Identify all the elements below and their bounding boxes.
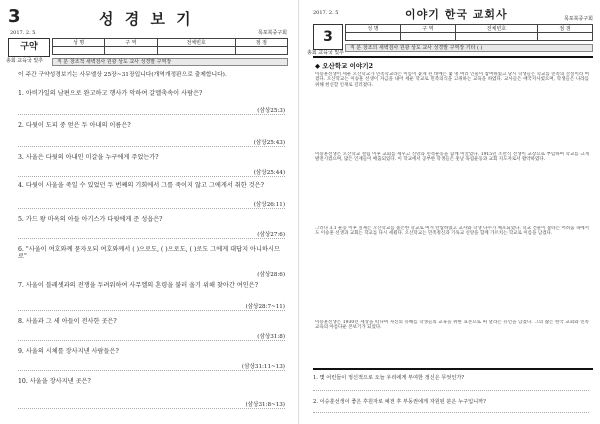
number-cell[interactable]: [455, 33, 537, 41]
score-header: 성 명: [346, 25, 401, 33]
question-ref: (삼상31:8~13): [245, 402, 285, 408]
question: 2. 다윗이 도피 중 얻은 두 아내의 이름은?: [18, 122, 131, 129]
score-header: 전체빈호: [455, 25, 537, 33]
story-paragraph: 이승훈선생은 오산학교 설립 이후 교회를 세우고 신앙과 민족운동을 함께 이끌었다. 1915년 조만식 선생이 교장으로 부임하여 학교를 크게 발전시켰으며, 많은 인재들이 배출되었다. 이 학교에서 공부한 학생들은 훗날 독립운동과 교회 지도자로서 활약하였다.: [315, 152, 589, 163]
score-header: 전체빈호: [157, 39, 235, 47]
section-title: ◆ 오산학교 이야기2: [315, 62, 374, 70]
question-ref: (삼상28:6): [257, 272, 285, 278]
org-name: 목포북중구회: [258, 30, 287, 36]
question: 8. 사울과 그 세 아들이 전사한 곳은?: [18, 318, 117, 325]
bottom-rule: [313, 368, 593, 370]
question-ref: (삼상25:44): [253, 170, 285, 176]
section-tag: 구약: [8, 38, 50, 57]
question: 1. 아비가일의 남편으로 완고하고 행사가 악하여 갈멜축속이 사람은?: [18, 90, 203, 97]
question-ref: (삼상28:7~11): [245, 304, 285, 310]
question-ref: (삼상27:6): [257, 232, 285, 238]
score-table: [52, 38, 288, 55]
left-page: [4, 6, 293, 416]
role-bar: 직 분 창조적 새벽검사 원광 상도 교사 성경말 구역장: [52, 58, 288, 66]
question: 4. 다윗이 사울을 죽일 수 있었던 두 번째의 기회에서 그를 죽이지 않고 그에게서 취한 것은?: [18, 182, 264, 189]
question-ref: (삼상31:11~13): [241, 364, 285, 370]
right-page: [305, 6, 597, 416]
story-paragraph: 그러나 3.1 운동 이후 일제는 오산학교를 불온한 학교로 여겨 탄압하였고 교사와 학생 다수가 체포되었다. 학교 건물이 불타는 어려움 속에서도 이승훈 선생과 교회는 학교를 다시 세웠다. 오산학교는 민족정신과 기독교 신앙을 함께 가르치는 학교로 이름을 남겼다.: [315, 226, 589, 237]
answer-line: [18, 238, 285, 239]
answer-line: [18, 146, 285, 147]
name-cell[interactable]: [53, 47, 105, 55]
score-header: 점 점: [538, 25, 593, 33]
score-table: [345, 24, 593, 41]
number-cell[interactable]: [157, 47, 235, 55]
name-cell[interactable]: [346, 33, 401, 41]
org-name: 목포북중구회: [564, 16, 593, 22]
top-rule: [313, 56, 593, 58]
question: 5. 가드 왕 마옥의 아들 아기스가 다윗에게 준 성읍은?: [18, 216, 163, 223]
question-ref: (삼상25:3): [257, 108, 285, 114]
section-sub: 총회 교육국 빛추: [6, 58, 43, 64]
question: 10. 사울을 장사지낸 곳은?: [18, 378, 91, 385]
score-cell[interactable]: [235, 47, 287, 55]
answer-line: [18, 176, 285, 177]
question: 7. 사울이 블레셋과의 전쟁을 두려워하여 사무엘의 혼령을 불러 올기 위해 찾아간 여인은?: [18, 282, 259, 289]
question-ref: (삼상31:8): [257, 334, 285, 340]
score-header: 구 역: [105, 39, 157, 47]
question: 3. 사울은 다윗의 아내인 미갈을 누구에게 주었는가?: [18, 154, 159, 161]
district-cell[interactable]: [105, 47, 157, 55]
date: 2017. 2. 5: [10, 30, 36, 36]
page-title: 이야기 한국 교회사: [405, 8, 508, 21]
review-question: 1. 몇 어린들이 정신적으로 오늘 우리에게 부여한 정신은 무엇인가?: [313, 375, 465, 381]
date: 2017. 2. 5: [313, 10, 339, 16]
district-cell[interactable]: [400, 33, 455, 41]
answer-line: [18, 408, 285, 409]
page-divider: [298, 0, 299, 424]
issue-number: 3: [8, 6, 21, 27]
score-cell[interactable]: [538, 33, 593, 41]
answer-line: [18, 370, 285, 371]
role-bar: 직 분 창조의 새벽검사 원광 상도 교사 성경말 구역장 기타 ( ): [345, 44, 593, 52]
question: 6. "사울이 여호와께 묻자오되 여호와께서 ( )으로도, ( )으로도, ( )로도 그에게 대답지 아니하시므로": [18, 246, 280, 260]
answer-line: [18, 310, 285, 311]
story-paragraph: 이승훈선생은 1930년 세상을 떠나며 자신의 유해를 학생들의 교육을 위한 표본으로 써 달라는 유언을 남겼다. 그의 삶은 한국 교회와 민족 교육의 아름다운 본보기가 되었다.: [315, 320, 589, 331]
instructions: 이 주간 구약성경보기는 사무엘상 25장~31장입니다(개역개정판으로 출제합니다).: [18, 72, 227, 78]
story-paragraph: 이승훈선생이 세운 오산학교가 민족학교라는 이름이 붙게 된 데에는 몇 명 여러 인물이 참여하였고 당시 학생들은 학교를 민족의 산실이라 여겼다. 오산학교는 이승훈 선생이 자금을 내어 세운 학교로 민족의식을 고취하는 교육을 하였다. 교사들은 애국지사였으며, 학생들은 나라를 위해 헌신할 인재로 길러졌다.: [315, 72, 589, 88]
answer-line: [18, 340, 285, 341]
score-header: 구 역: [400, 25, 455, 33]
answer-line: [18, 208, 285, 209]
answer-line: [313, 390, 589, 391]
tag-sub: 총회 교육국 빛추: [307, 50, 344, 56]
page-title: 성 경 보 기: [99, 10, 194, 28]
question-ref: (삼상26:11): [253, 202, 285, 208]
question-ref: (삼상25:43): [253, 140, 285, 146]
issue-number: 3: [313, 24, 343, 50]
question: 9. 사울의 시체를 장사지낸 사람들은?: [18, 348, 119, 355]
score-header: 점 점: [235, 39, 287, 47]
answer-line: [313, 412, 589, 413]
score-header: 성 명: [53, 39, 105, 47]
answer-line: [18, 114, 285, 115]
review-question: 2. 이승훈선생이 좋은 후원자로 예전 후 부동권에게 자원된 분은 누구입니까?: [313, 399, 486, 405]
